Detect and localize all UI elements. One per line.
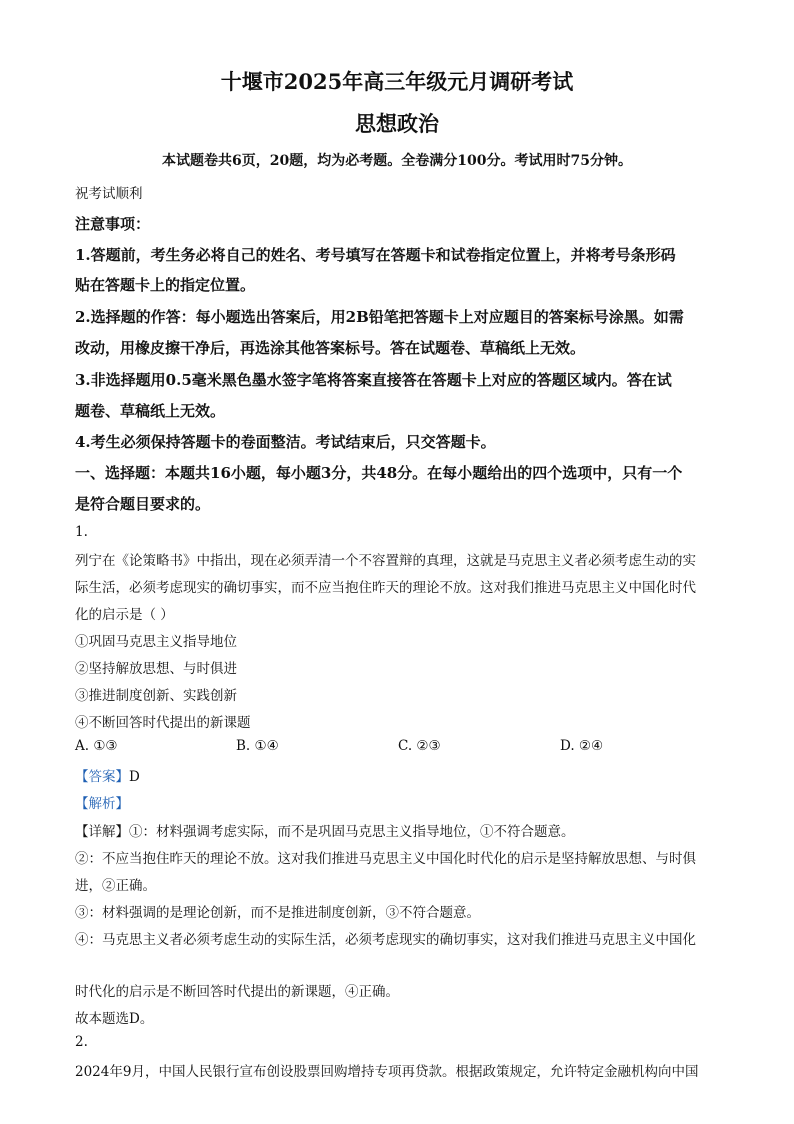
- notice-line: 1.答题前，考生务必将自己的姓名、考号填写在答题卡和试卷指定位置上，并将考号条形码: [75, 246, 676, 264]
- notice-line: 4.考生必须保持答题卡的卷面整洁。考试结束后，只交答题卡。: [75, 433, 496, 451]
- exam-title: 十堰市2025年高三年级元月调研考试: [220, 69, 574, 94]
- option-d: D. ②④: [560, 738, 604, 754]
- statement-item: ①巩固马克思主义指导地位: [75, 634, 237, 650]
- detail-line: ②：不应当抱住昨天的理论不放。这对我们推进马克思主义中国化时代化的启示是坚持解放思想、与时俱: [75, 851, 696, 867]
- conclusion-line: 故本题选D。: [75, 1011, 154, 1027]
- notice-title: 注意事项：: [75, 215, 151, 233]
- question-stem-line: 列宁在《论策略书》中指出，现在必须弄清一个不容置辩的真理，这就是马克思主义者必须考虑生动的实: [75, 553, 696, 569]
- detail-line: 时代化的启示是不断回答时代提出的新课题，④正确。: [75, 984, 399, 1000]
- detail-line: ③：材料强调的是理论创新，而不是推进制度创新，③不符合题意。: [75, 905, 480, 921]
- notice-line: 2.选择题的作答：每小题选出答案后，用2B铅笔把答题卡上对应题目的答案标号涂黑。如需: [75, 308, 684, 326]
- analysis-tag: 【解析】: [75, 796, 129, 812]
- statement-item: ③推进制度创新、实践创新: [75, 688, 237, 704]
- detail-line: [75, 820, 725, 840]
- section-heading: 一、选择题：本题共16小题，每小题3分，共48分。在每小题给出的四个选项中，只有一个: [75, 464, 683, 482]
- question-number: 1.: [75, 524, 88, 540]
- answer-tag: 【答案】: [75, 769, 129, 785]
- answer-value: D: [129, 769, 140, 785]
- notice-line: 3.非选择题用0.5毫米黑色墨水签字笔将答案直接答在答题卡上对应的答题区域内。答在试: [75, 371, 672, 389]
- detail-line: 进，②正确。: [75, 878, 156, 894]
- option-b: B. ①④: [236, 738, 279, 754]
- detail-line: ④：马克思主义者必须考虑生动的实际生活，必须考虑现实的确切事实，这对我们推进马克思主义中国化: [75, 932, 696, 948]
- option-a: A. ①③: [75, 738, 118, 754]
- detail-text: ①：材料强调考虑实际，而不是巩固马克思主义指导地位，①不符合题意。: [129, 824, 575, 840]
- notice-line: 改动，用橡皮擦干净后，再选涂其他答案标号。答在试题卷、草稿纸上无效。: [75, 339, 586, 357]
- wish-text: 祝考试顺利: [75, 186, 143, 202]
- statement-item: ④不断回答时代提出的新课题: [75, 715, 251, 731]
- detail-tag: 【详解】: [75, 824, 129, 840]
- notice-line: 贴在答题卡上的指定位置。: [75, 276, 256, 294]
- notice-line: 题卷、草稿纸上无效。: [75, 402, 226, 420]
- section-heading: 是符合题目要求的。: [75, 495, 211, 513]
- statement-item: ②坚持解放思想、与时俱进: [75, 661, 237, 677]
- question-stem-line: 2024年9月，中国人民银行宣布创设股票回购增持专项再贷款。根据政策规定，允许特定金融机构向中国: [75, 1064, 699, 1080]
- answer-line: [75, 765, 725, 785]
- exam-info: 本试题卷共6页，20题，均为必考题。全卷满分100分。考试用时75分钟。: [162, 153, 632, 169]
- question-stem-line: 际生活，必须考虑现实的确切事实，而不应当抱住昨天的理论不放。这对我们推进马克思主义中国化时代: [75, 580, 696, 596]
- question-stem-line: 化的启示是（ ）: [75, 607, 174, 623]
- subject-title: 思想政治: [355, 111, 439, 136]
- option-c: C. ②③: [398, 738, 441, 754]
- question-number: 2.: [75, 1034, 88, 1050]
